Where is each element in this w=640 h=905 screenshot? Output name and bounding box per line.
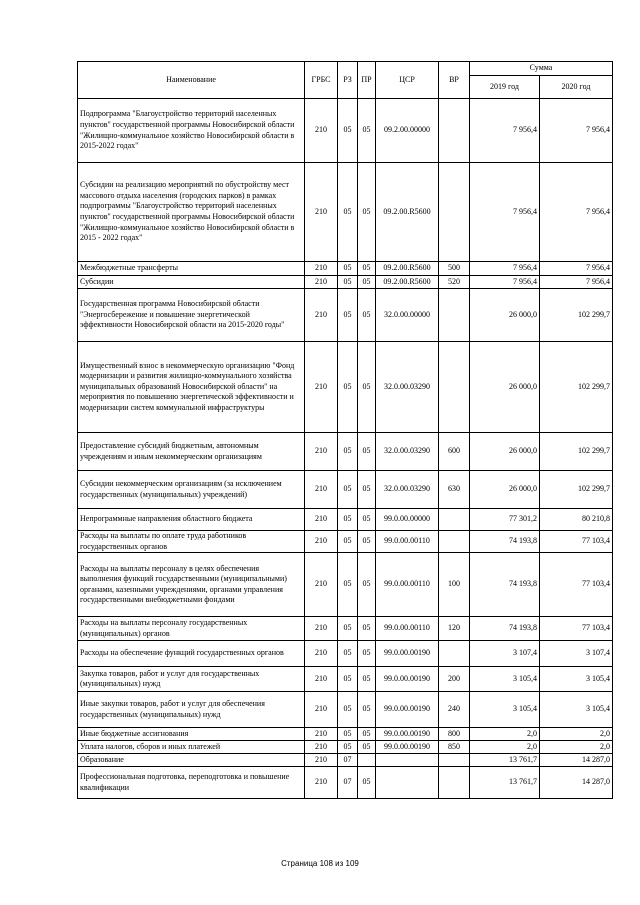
- table-row: [78, 509, 613, 531]
- cell-vr: 100: [439, 553, 470, 617]
- cell-rz: 07: [338, 754, 358, 767]
- table-row: [78, 99, 613, 163]
- table-row: [78, 617, 613, 641]
- header-pr: ПР: [358, 62, 376, 99]
- cell-2020: 2,0: [540, 728, 613, 741]
- page-footer: Страница 108 из 109: [281, 859, 359, 868]
- cell-rz: 05: [338, 531, 358, 553]
- cell-csr: 09.2.00.R5600: [376, 163, 439, 262]
- cell-csr: 99.0.00.00190: [376, 728, 439, 741]
- cell-grbs: 210: [305, 531, 338, 553]
- cell-rz: 05: [338, 99, 358, 163]
- cell-pr: 05: [358, 741, 376, 754]
- cell-name: Образование: [78, 754, 305, 767]
- cell-csr: 99.0.00.00000: [376, 509, 439, 531]
- cell-grbs: 210: [305, 754, 338, 767]
- cell-rz: 05: [338, 276, 358, 289]
- cell-2020: 2,0: [540, 741, 613, 754]
- table-row: [78, 276, 613, 289]
- cell-grbs: 210: [305, 767, 338, 799]
- cell-pr: 05: [358, 471, 376, 509]
- cell-2020: 80 210,8: [540, 509, 613, 531]
- cell-pr: 05: [358, 99, 376, 163]
- cell-vr: [439, 289, 470, 342]
- cell-name: Подпрограмма "Благоустройство территорий населенных пунктов" государственной программы Новосибирской области "Жилищно-коммунальное хозяйство Новосибирской области в 2015-2022 годах": [78, 99, 305, 163]
- cell-name: Профессиональная подготовка, переподготовка и повышение квалификации: [78, 767, 305, 799]
- cell-2019: 2,0: [470, 728, 540, 741]
- cell-csr: 99.0.00.00190: [376, 741, 439, 754]
- cell-name: Расходы на выплаты персоналу в целях обеспечения выполнения функций государственными (муниципальными) органами, казенными учреждениями, органами управления государственными внебюджетными фондами: [78, 553, 305, 617]
- cell-rz: 05: [338, 342, 358, 433]
- cell-name: Субсидии на реализацию мероприятий по обустройству мест массового отдыха населения (городских парков) в рамках подпрограммы "Благоустройство территорий населенных пунктов" государственной программы Новосибирской области "Жилищно-коммунальное хозяйство Новосибирской области в 2015 - 2022 годах": [78, 163, 305, 262]
- cell-2019: 7 956,4: [470, 276, 540, 289]
- cell-pr: [358, 754, 376, 767]
- cell-2020: 102 299,7: [540, 289, 613, 342]
- cell-rz: 05: [338, 509, 358, 531]
- cell-name: Иные закупки товаров, работ и услуг для обеспечения государственных (муниципальных) нужд: [78, 692, 305, 728]
- cell-2019: 13 761,7: [470, 754, 540, 767]
- cell-2020: 7 956,4: [540, 262, 613, 276]
- table-row: [78, 433, 613, 471]
- table-row: [78, 692, 613, 728]
- table-row: [78, 667, 613, 692]
- cell-grbs: 210: [305, 641, 338, 667]
- cell-name: Иные бюджетные ассигнования: [78, 728, 305, 741]
- cell-grbs: 210: [305, 617, 338, 641]
- cell-vr: 520: [439, 276, 470, 289]
- cell-pr: 05: [358, 276, 376, 289]
- cell-pr: 05: [358, 509, 376, 531]
- cell-grbs: 210: [305, 741, 338, 754]
- header-year-2019: 2019 год: [470, 76, 540, 99]
- cell-vr: [439, 99, 470, 163]
- table-row: [78, 342, 613, 433]
- cell-name: Предоставление субсидий бюджетным, автономным учреждениям и иным некоммерческим организациям: [78, 433, 305, 471]
- cell-2019: 7 956,4: [470, 99, 540, 163]
- budget-table: [77, 61, 613, 799]
- cell-name: Расходы на выплаты по оплате труда работников государственных органов: [78, 531, 305, 553]
- cell-grbs: 210: [305, 692, 338, 728]
- cell-name: Субсидии некоммерческим организациям (за исключением государственных (муниципальных) учреждений): [78, 471, 305, 509]
- cell-csr: [376, 754, 439, 767]
- header-year-2020: 2020 год: [540, 76, 613, 99]
- cell-vr: 630: [439, 471, 470, 509]
- cell-2020: 7 956,4: [540, 99, 613, 163]
- cell-rz: 05: [338, 163, 358, 262]
- table-row: [78, 641, 613, 667]
- cell-pr: 05: [358, 262, 376, 276]
- table-row: [78, 531, 613, 553]
- cell-2019: 26 000,0: [470, 289, 540, 342]
- cell-2019: 74 193,8: [470, 553, 540, 617]
- cell-name: Межбюджетные трансферты: [78, 262, 305, 276]
- cell-grbs: 210: [305, 262, 338, 276]
- cell-csr: 99.0.00.00190: [376, 692, 439, 728]
- cell-pr: 05: [358, 553, 376, 617]
- cell-grbs: 210: [305, 342, 338, 433]
- cell-pr: 05: [358, 163, 376, 262]
- cell-grbs: 210: [305, 276, 338, 289]
- cell-2019: 26 000,0: [470, 342, 540, 433]
- cell-2020: 3 107,4: [540, 641, 613, 667]
- cell-2019: 74 193,8: [470, 617, 540, 641]
- table-row: [78, 728, 613, 741]
- header-sum: Сумма: [470, 62, 613, 76]
- table-body: [78, 99, 613, 799]
- cell-name: Имущественный взнос в некоммерческую организацию "Фонд модернизации и развития жилищно-коммунального хозяйства муниципальных образований Новосибирской области" на мероприятия по повышению энергетической эффективности и модернизации систем коммунальной инфраструктуры: [78, 342, 305, 433]
- cell-vr: 600: [439, 433, 470, 471]
- cell-rz: 05: [338, 692, 358, 728]
- header-rz: РЗ: [338, 62, 358, 99]
- cell-2019: 26 000,0: [470, 471, 540, 509]
- cell-grbs: 210: [305, 99, 338, 163]
- cell-2020: 3 105,4: [540, 667, 613, 692]
- cell-grbs: 210: [305, 471, 338, 509]
- table-row: [78, 262, 613, 276]
- header-csr: ЦСР: [376, 62, 439, 99]
- cell-rz: 05: [338, 433, 358, 471]
- cell-csr: 99.0.00.00190: [376, 667, 439, 692]
- cell-2019: 2,0: [470, 741, 540, 754]
- cell-csr: 32.0.00.00000: [376, 289, 439, 342]
- cell-vr: [439, 767, 470, 799]
- cell-2020: 14 287,0: [540, 754, 613, 767]
- cell-pr: 05: [358, 728, 376, 741]
- cell-pr: 05: [358, 531, 376, 553]
- table-row: [78, 289, 613, 342]
- cell-grbs: 210: [305, 728, 338, 741]
- cell-pr: 05: [358, 342, 376, 433]
- cell-pr: 05: [358, 767, 376, 799]
- cell-vr: 240: [439, 692, 470, 728]
- cell-grbs: 210: [305, 667, 338, 692]
- cell-csr: 32.0.00.03290: [376, 342, 439, 433]
- cell-vr: 800: [439, 728, 470, 741]
- cell-2019: 3 107,4: [470, 641, 540, 667]
- cell-name: Расходы на выплаты персоналу государственных (муниципальных) органов: [78, 617, 305, 641]
- cell-name: Уплата налогов, сборов и иных платежей: [78, 741, 305, 754]
- cell-csr: 99.0.00.00110: [376, 617, 439, 641]
- cell-2019: 13 761,7: [470, 767, 540, 799]
- cell-csr: 99.0.00.00110: [376, 553, 439, 617]
- cell-pr: 05: [358, 289, 376, 342]
- cell-2020: 14 287,0: [540, 767, 613, 799]
- cell-rz: 05: [338, 728, 358, 741]
- cell-name: Государственная программа Новосибирской области "Энергосбережение и повышение энергетической эффективности Новосибирской области на 2015-2020 годы": [78, 289, 305, 342]
- header-grbs: ГРБС: [305, 62, 338, 99]
- cell-vr: [439, 754, 470, 767]
- cell-pr: 05: [358, 667, 376, 692]
- cell-rz: 05: [338, 617, 358, 641]
- cell-2020: 77 103,4: [540, 553, 613, 617]
- table-row: [78, 754, 613, 767]
- cell-vr: 500: [439, 262, 470, 276]
- cell-csr: 32.0.00.03290: [376, 471, 439, 509]
- cell-vr: 200: [439, 667, 470, 692]
- cell-pr: 05: [358, 692, 376, 728]
- table-row: [78, 767, 613, 799]
- cell-2019: 7 956,4: [470, 163, 540, 262]
- cell-2019: 3 105,4: [470, 692, 540, 728]
- header-vr: ВР: [439, 62, 470, 99]
- cell-grbs: 210: [305, 509, 338, 531]
- cell-grbs: 210: [305, 553, 338, 617]
- cell-rz: 05: [338, 262, 358, 276]
- cell-2019: 74 193,8: [470, 531, 540, 553]
- cell-2020: 102 299,7: [540, 471, 613, 509]
- cell-2020: 77 103,4: [540, 531, 613, 553]
- cell-csr: 99.0.00.00190: [376, 641, 439, 667]
- cell-rz: 05: [338, 741, 358, 754]
- cell-2020: 3 105,4: [540, 692, 613, 728]
- cell-name: Непрограммные направления областного бюджета: [78, 509, 305, 531]
- table-row: [78, 471, 613, 509]
- table-row: [78, 741, 613, 754]
- cell-2020: 7 956,4: [540, 163, 613, 262]
- cell-grbs: 210: [305, 289, 338, 342]
- cell-vr: [439, 531, 470, 553]
- table-row: [78, 163, 613, 262]
- cell-csr: 99.0.00.00110: [376, 531, 439, 553]
- cell-rz: 05: [338, 641, 358, 667]
- cell-2020: 102 299,7: [540, 342, 613, 433]
- cell-rz: 05: [338, 553, 358, 617]
- header-name: Наименование: [78, 62, 305, 99]
- cell-rz: 05: [338, 667, 358, 692]
- cell-vr: 120: [439, 617, 470, 641]
- table-row: [78, 553, 613, 617]
- cell-2019: 7 956,4: [470, 262, 540, 276]
- cell-pr: 05: [358, 641, 376, 667]
- cell-2020: 77 103,4: [540, 617, 613, 641]
- cell-vr: 850: [439, 741, 470, 754]
- cell-pr: 05: [358, 617, 376, 641]
- cell-2019: 3 105,4: [470, 667, 540, 692]
- cell-csr: 32.0.00.03290: [376, 433, 439, 471]
- cell-name: Субсидии: [78, 276, 305, 289]
- cell-rz: 05: [338, 471, 358, 509]
- cell-2019: 77 301,2: [470, 509, 540, 531]
- cell-grbs: 210: [305, 163, 338, 262]
- cell-2019: 26 000,0: [470, 433, 540, 471]
- cell-csr: [376, 767, 439, 799]
- cell-pr: 05: [358, 433, 376, 471]
- cell-vr: [439, 342, 470, 433]
- cell-vr: [439, 641, 470, 667]
- cell-vr: [439, 509, 470, 531]
- cell-name: Расходы на обеспечение функций государственных органов: [78, 641, 305, 667]
- cell-csr: 09.2.00.R5600: [376, 262, 439, 276]
- cell-2020: 102 299,7: [540, 433, 613, 471]
- cell-csr: 09.2.00.R5600: [376, 276, 439, 289]
- cell-vr: [439, 163, 470, 262]
- cell-rz: 07: [338, 767, 358, 799]
- cell-csr: 09.2.00.00000: [376, 99, 439, 163]
- cell-name: Закупка товаров, работ и услуг для государственных (муниципальных) нужд: [78, 667, 305, 692]
- header-row-top: [78, 62, 613, 76]
- cell-2020: 7 956,4: [540, 276, 613, 289]
- cell-rz: 05: [338, 289, 358, 342]
- cell-grbs: 210: [305, 433, 338, 471]
